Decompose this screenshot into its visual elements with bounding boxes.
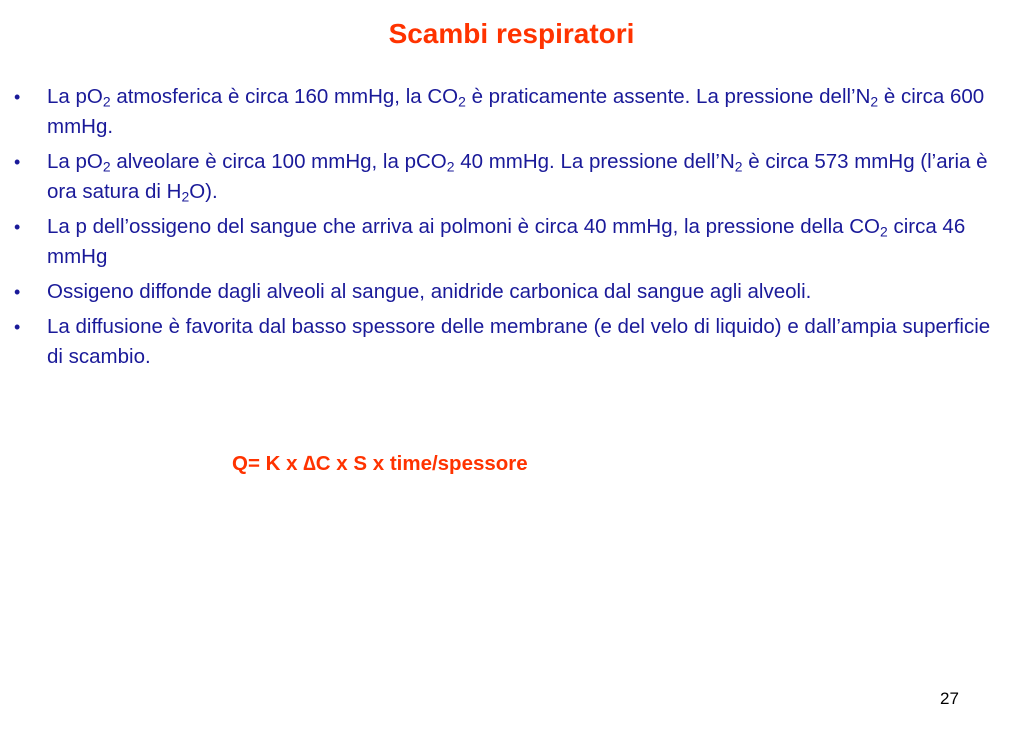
bullet-item bbox=[14, 82, 999, 142]
bullet-icon: • bbox=[14, 317, 21, 337]
bullet-icon: • bbox=[14, 282, 21, 302]
bullet-icon: • bbox=[14, 87, 21, 107]
bullet-item bbox=[14, 312, 999, 372]
bullet-text: Ossigeno diffonde dagli alveoli al sangue, anidride carbonica dal sangue agli alveoli. bbox=[47, 280, 812, 303]
slide-title: Scambi respiratori bbox=[388, 18, 635, 49]
bullet-icon: • bbox=[14, 152, 21, 172]
bullet-item bbox=[14, 147, 999, 207]
bullet-item bbox=[14, 212, 999, 272]
bullet-text: La p dell’ossigeno del sangue che arriva ai polmoni è circa 40 mmHg, la pressione della $CO_2$ circa 46 mmHg bbox=[47, 215, 966, 268]
page-number: 27 bbox=[940, 689, 959, 708]
bullet-icon: • bbox=[14, 217, 21, 237]
bullet-text: La diffusione è favorita dal basso spessore delle membrane (e del velo di liquido) e dall’ampia superficie di scambio. bbox=[47, 315, 991, 368]
diffusion-formula: Q= K x ∆C x S x time/spessore bbox=[232, 452, 528, 475]
bullet-text: La $pO_2$ atmosferica è circa 160 mmHg, la $CO_2$ è praticamente assente. La pressione $dell’N_2$ è circa 600 mmHg. bbox=[47, 85, 985, 138]
bullet-item bbox=[14, 277, 999, 307]
bullet-text: La $pO_2$ alveolare è circa 100 mmHg, la pCO$_2$ 40 mmHg. La pressione $dell’N_2$ è circa 573 mmHg (l’aria è ora satura di $H_2O$). bbox=[47, 150, 988, 205]
bullet-list bbox=[14, 82, 999, 377]
